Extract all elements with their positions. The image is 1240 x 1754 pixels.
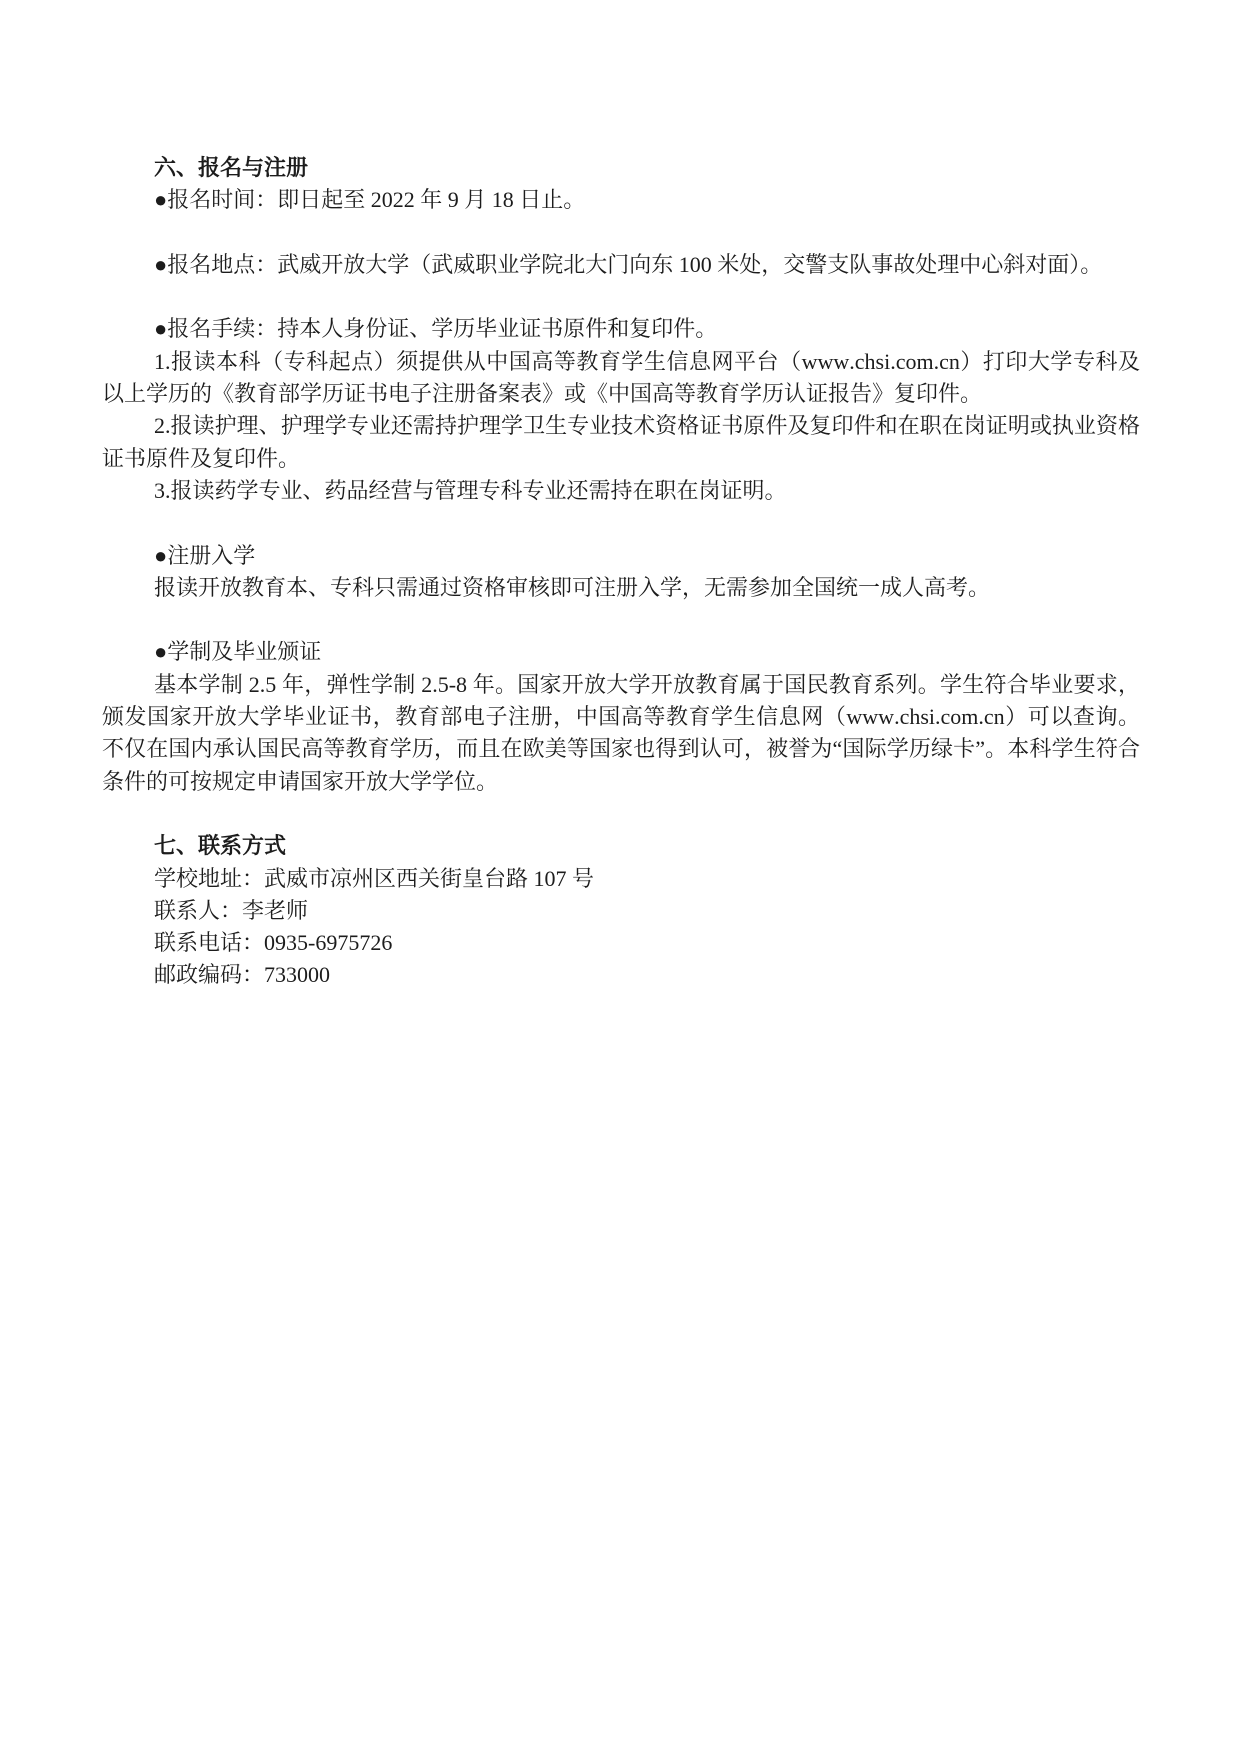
contact-person: 联系人：李老师 <box>154 897 309 923</box>
registration-procedure: ●报名手续：持本人身份证、学历毕业证书原件和复印件。 <box>154 316 718 342</box>
school-address: 学校地址：武威市凉州区西关街皇台路 107 号 <box>154 865 595 891</box>
blank-line <box>102 281 1140 313</box>
enrollment-text: 报读开放教育本、专科只需通过资格审核即可注册入学，无需参加全国统一成人高考。 <box>154 574 991 600</box>
procedure-item-2: 2.报读护理、护理学专业还需持护理学卫生专业技术资格证书原件及复印件和在职在岗证明或执业资格证书原件及复印件。 <box>102 413 1140 471</box>
schooling-title: ●学制及毕业颁证 <box>154 639 322 665</box>
registration-time: ●报名时间：即日起至 2022 年 9 月 18 日止。 <box>154 187 586 213</box>
contact-phone: 联系电话：0935-6975726 <box>154 930 393 956</box>
schooling-text: 基本学制 2.5 年，弹性学制 2.5-8 年。国家开放大学开放教育属于国民教育系列。学生符合毕业要求，颁发国家开放大学毕业证书，教育部电子注册，中国高等教育学生信息网（www.chsi.com.cn）可以查询。不仅在国内承认国民高等教育学历，而且在欧美等国家也得到认可，被誉为“国际学历绿卡”。本科学生符合条件的可按规定申请国家开放大学学位。 <box>102 671 1140 794</box>
blank-line <box>102 507 1140 539</box>
blank-line <box>102 604 1140 636</box>
blank-line <box>102 217 1140 249</box>
postal-code: 邮政编码：733000 <box>154 962 331 988</box>
procedure-item-3: 3.报读药学专业、药品经营与管理专科专业还需持在职在岗证明。 <box>154 477 787 503</box>
section6-heading: 六、报名与注册 <box>154 155 309 180</box>
section7-heading: 七、联系方式 <box>154 833 287 859</box>
blank-line <box>102 798 1140 830</box>
enrollment-title: ●注册入学 <box>154 542 256 568</box>
procedure-item-1: 1.报读本科（专科起点）须提供从中国高等教育学生信息网平台（www.chsi.com.cn）打印大学专科及以上学历的《教育部学历证书电子注册备案表》或《中国高等教育学历认证报告》复印件。 <box>102 348 1140 407</box>
document-body <box>102 152 1140 992</box>
registration-location: ●报名地点：武威开放大学（武威职业学院北大门向东 100 米处，交警支队事故处理中心斜对面）。 <box>154 251 1103 277</box>
